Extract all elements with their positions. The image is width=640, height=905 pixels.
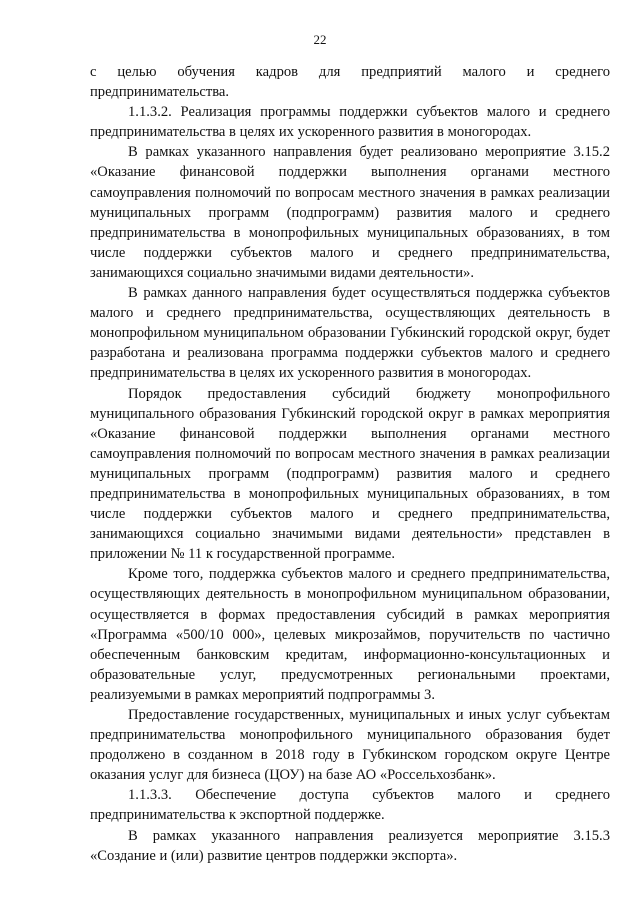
document-body bbox=[90, 62, 610, 866]
page-number: 22 bbox=[313, 32, 327, 47]
paragraph: В рамках данного направления будет осуществляться поддержка субъектов малого и среднего предпринимательства, осуществляющих деятельность в монопрофильном муниципальном образовании Губкинский городской округ, будет разработана и реализована программа поддержки субъектов малого и среднего предпринимательства в целях их ускоренного развития в моногородах. bbox=[90, 285, 610, 382]
paragraph: В рамках указанного направления реализуется мероприятие 3.15.3 «Создание и (или) развитие центров поддержки экспорта». bbox=[90, 827, 610, 864]
paragraph: Порядок предоставления субсидий бюджету монопрофильного муниципального образования Губкинский городской округ в рамках мероприятия «Оказание финансовой поддержки выполнения органами местного самоуправления полномочий по вопросам местного значения в рамках реализации муниципальных программ (подпрограмм) развития малого и среднего предпринимательства в монопрофильных муниципальных образованиях, в том числе поддержки субъектов малого и среднего предпринимательства, занимающихся социально значимыми видами деятельности» представлен в приложении № 11 к государственной программе. bbox=[90, 385, 610, 563]
section-heading: 1.1.3.2. Реализация программы поддержки субъектов малого и среднего предпринимательства в целях их ускоренного развития в моногородах. bbox=[90, 104, 610, 141]
paragraph: Предоставление государственных, муниципальных и иных услуг субъектам предпринимательства монопрофильного муниципального образования будет продолжено в созданном в 2018 году в Губкинском городском округе Центре оказания услуг для бизнеса (ЦОУ) на базе АО «Россельхозбанк». bbox=[90, 707, 610, 784]
paragraph: Кроме того, поддержка субъектов малого и среднего предпринимательства, осуществляющих деятельность в монопрофильном муниципальном образовании, осуществляется в формах предоставления субсидий в рамках мероприятия «Программа «500/10 000», целевых микрозаймов, поручительств по частично обеспеченным банковским кредитам, информационно-консультационных и образовательные услуг, предусмотренных региональными проектами, реализуемыми в рамках мероприятий подпрограммы 3. bbox=[90, 566, 610, 703]
section-heading: 1.1.3.3. Обеспечение доступа субъектов малого и среднего предпринимательства к экспортной поддержке. bbox=[90, 787, 610, 824]
paragraph: с целью обучения кадров для предприятий малого и среднего предпринимательства. bbox=[90, 64, 610, 101]
paragraph: В рамках указанного направления будет реализовано мероприятие 3.15.2 «Оказание финансовой поддержки выполнения органами местного самоуправления полномочий по вопросам местного значения в рамках реализации муниципальных программ (подпрограмм) развития малого и среднего предпринимательства в монопрофильных муниципальных образованиях, в том числе поддержки субъектов малого и среднего предпринимательства, занимающихся социально значимыми видами деятельности». bbox=[90, 144, 610, 281]
